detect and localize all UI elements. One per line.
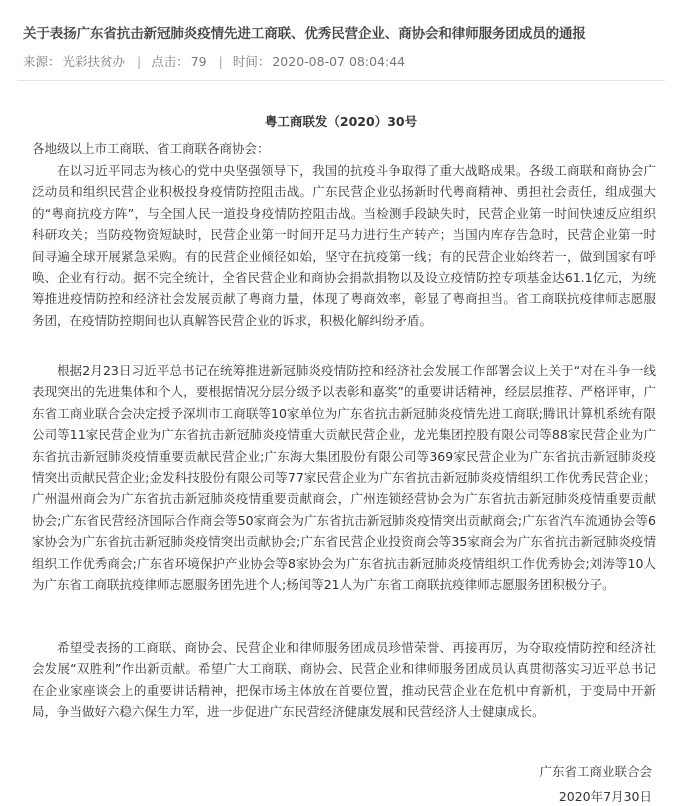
article-title: 关于表扬广东省抗击新冠肺炎疫情先进工商联、优秀民营企业、商协会和律师服务团成员的通报 — [23, 26, 586, 42]
meta-separator: | — [218, 54, 223, 69]
time-value: 2020-08-07 08:04:44 — [272, 54, 406, 69]
body-paragraph: 在以习近平同志为核心的党中央坚强领导下，我国的抗疫斗争取得了重大战略成果。各级工商联和商协会广泛动员和组织民营企业积极投身疫情防控阻击战。广东民营企业弘扬新时代粤商精神、勇担社会责任，组成强大的“粤商抗疫方阵”，与全国人民一道投身疫情防控阻击战。当检测手段缺失时，民营企业第一时间快速反应组织科研攻关；当防疫物资短缺时，民营企业第一时间开足马力进行生产转产；当国内库存告急时，民营企业第一时间寻遍全球开展紧急采购。有的民营企业倾径如始，坚守在抗疫第一线；有的民营企业始终若一，做到国家有呼唤、企业有行动。据不完全统计，全省民营企业和商协会捐款捐物以及设立疫情防控专项基金达61.1亿元，为统筹推进疫情防控和经济社会发展贡献了粤商力量，体现了粤商效率，彰显了粤商担当。省工商联抗疫律师志愿服务团，在疫情防控期间也认真解答民营企业的诉求，积极化解纠纷矛盾。 — [32, 163, 656, 328]
document-date: 2020年7月30日 — [558, 789, 652, 804]
source-value: 光彩扶贫办 — [62, 54, 126, 69]
source-label: 来源： — [23, 54, 61, 69]
clicks-label: 点击： — [151, 54, 189, 69]
salutation: 各地级以上市工商联、省工商联各商协会： — [32, 141, 270, 156]
article-meta — [23, 52, 407, 70]
body-paragraph: 根据2月23日习近平总书记在统筹推进新冠肺炎疫情防控和经济社会发展工作部署会议上关于“对在斗争一线表现突出的先进集体和个人，要根据情况分层分级予以表彰和嘉奖”的重要讲话精神，经层层推荐、严格评审，广东省工商业联合会决定授予深圳市工商联等10家单位为广东省抗击新冠肺炎疫情先进工商联;腾讯计算机系统有限公司等11家民营企业为广东省抗击新冠肺炎疫情重大贡献民营企业，龙光集团控股有限公司等88家民营企业为广东省抗击新冠肺炎疫情重要贡献民营企业;广东海大集团股份有限公司等369家民营企业为广东省抗击新冠肺炎疫情突出贡献民营企业;金发科技股份有限公司等77家民营企业为广东省抗击新冠肺炎疫情组织工作优秀民营企业；广州温州商会为广东省抗击新冠肺炎疫情重要贡献商会，广州连锁经营协会为广东省抗击新冠肺炎疫情重要贡献协会;广东省民营经济国际合作商会等50家商会为广东省抗击新冠肺炎疫情突出贡献商会;广东省汽车流通协会等6家协会为广东省抗击新冠肺炎疫情突出贡献协会;广东省民营企业投资商会等35家商会为广东省抗击新冠肺炎疫情组织工作优秀商会;广东省环境保护产业协会等8家协会为广东省抗击新冠肺炎疫情组织工作优秀协会;刘涛等10人为广东省工商联抗疫律师志愿服务团先进个人;杨闰等21人为广东省工商联抗疫律师志愿服务团积极分子。 — [32, 363, 656, 593]
signature: 广东省工商业联合会 — [539, 764, 652, 779]
document-number: 粤工商联发（2020）30号 — [264, 114, 418, 129]
clicks-value: 79 — [190, 54, 207, 69]
time-label: 时间： — [232, 54, 271, 69]
body-paragraph: 希望受表扬的工商联、商协会、民营企业和律师服务团成员珍惜荣誉、再接再厉，为夺取疫情防控和经济社会发展“双胜利”作出新贡献。希望广大工商联、商协会、民营企业和律师服务团成员认真贯彻落实习近平总书记在企业家座谈会上的重要讲话精神，把保市场主体放在首要位置，推动民营企业在危机中育新机，于变局中开新局，争当做好六稳六保生力军，进一步促进广东民营经济健康发展和民营经济人士健康成长。 — [32, 640, 656, 720]
meta-separator: | — [137, 54, 142, 69]
header-divider — [17, 80, 665, 81]
